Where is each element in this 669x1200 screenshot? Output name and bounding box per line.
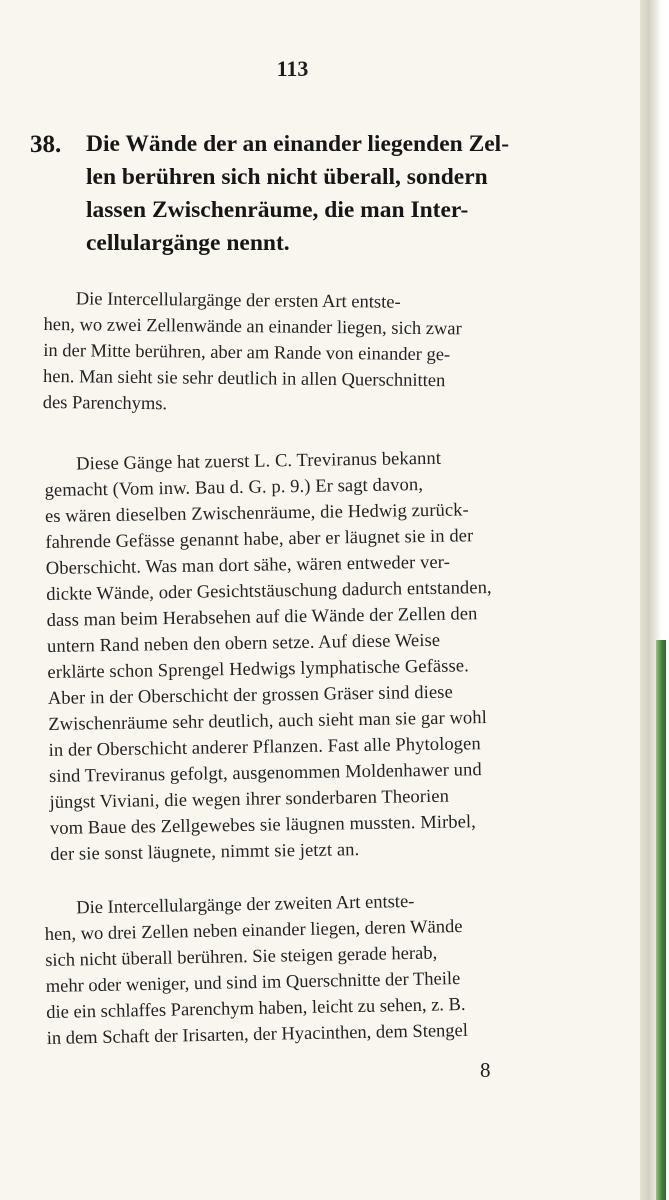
text-line: der sie sonst läugnete, nimmt sie jetzt an. bbox=[50, 840, 360, 865]
heading-line: lassen Zwischenräume, die man Inter- bbox=[86, 197, 469, 223]
text-line: jüngst Viviani, die wegen ihrer sonderbaren Theorien bbox=[49, 786, 450, 813]
paragraph-2 bbox=[44, 444, 580, 868]
section-heading bbox=[86, 128, 576, 260]
page-number: 113 bbox=[276, 56, 309, 81]
binding-edge bbox=[656, 640, 666, 1200]
text-line: mehr oder weniger, und sind im Querschnitte der Theile bbox=[45, 969, 461, 997]
text-line: Die Intercellulargänge der ersten Art entste- bbox=[75, 289, 401, 313]
text-line: vom Baue des Zellgewebes sie läugnen mussten. Mirbel, bbox=[49, 812, 477, 839]
text-line: Zwischenräume sehr deutlich, auch sieht man sie gar wohl bbox=[48, 708, 488, 735]
text-line: sind Treviranus gefolgt, ausgenommen Moldenhawer und bbox=[48, 760, 482, 787]
text-line: des Parenchyms. bbox=[42, 392, 168, 415]
text-line: hen, wo zwei Zellenwände an einander liegen, sich zwar bbox=[43, 314, 462, 340]
text-line: Aber in der Oberschicht der grossen Gräser sind diese bbox=[47, 682, 453, 709]
text-line: in der Mitte berühren, aber am Rande von einander ge- bbox=[43, 340, 451, 366]
text-line: untern Rand neben den obern setze. Auf diese Weise bbox=[46, 630, 441, 657]
paragraph-3 bbox=[44, 886, 577, 1052]
paragraph-1 bbox=[43, 286, 574, 422]
text-line: hen, wo drei Zellen neben einander liegen, deren Wände bbox=[44, 916, 463, 945]
text-line: Oberschicht. Was man dort sähe, wären entweder ver- bbox=[45, 552, 451, 579]
text-line: Diese Gänge hat zuerst L. C. Treviranus bekannt bbox=[76, 448, 442, 475]
text-line: dickte Wände, oder Gesichtstäuschung dadurch entstanden, bbox=[46, 577, 492, 605]
heading-line: Die Wände der an einander liegenden Zel- bbox=[86, 131, 510, 157]
heading-line: len berühren sich nicht überall, sondern bbox=[86, 164, 488, 190]
text-line: gemacht (Vom inw. Bau d. G. p. 9.) Er sagt davon, bbox=[44, 475, 424, 501]
text-line: die ein schlaffes Parenchym haben, leicht zu sehen, z. B. bbox=[46, 994, 466, 1023]
section-number: 38. bbox=[30, 131, 62, 158]
text-line: in der Oberschicht anderer Pflanzen. Fast alle Phytologen bbox=[48, 734, 481, 761]
heading-line: cellulargänge nennt. bbox=[86, 230, 290, 256]
text-line: hen. Man sieht sie sehr deutlich in allen Querschnitten bbox=[42, 366, 446, 392]
text-line: sich nicht überall berühren. Sie steigen gerade herab, bbox=[45, 943, 438, 971]
text-line: fahrende Gefässe genannt habe, aber er läugnet sie in der bbox=[45, 526, 474, 553]
text-line: dass man beim Herabsehen auf die Wände der Zellen den bbox=[46, 604, 478, 631]
text-line: Die Intercellulargänge der zweiten Art entste- bbox=[76, 891, 415, 919]
text-line: es wären dieselben Zwischenräume, die Hedwig zurück- bbox=[44, 500, 469, 527]
text-line: erklärte schon Sprengel Hedwigs lymphatische Gefässe. bbox=[47, 656, 470, 683]
signature-mark: 8 bbox=[480, 1058, 491, 1082]
text-line: in dem Schaft der Irisarten, der Hyacinthen, dem Stengel bbox=[46, 1020, 469, 1049]
